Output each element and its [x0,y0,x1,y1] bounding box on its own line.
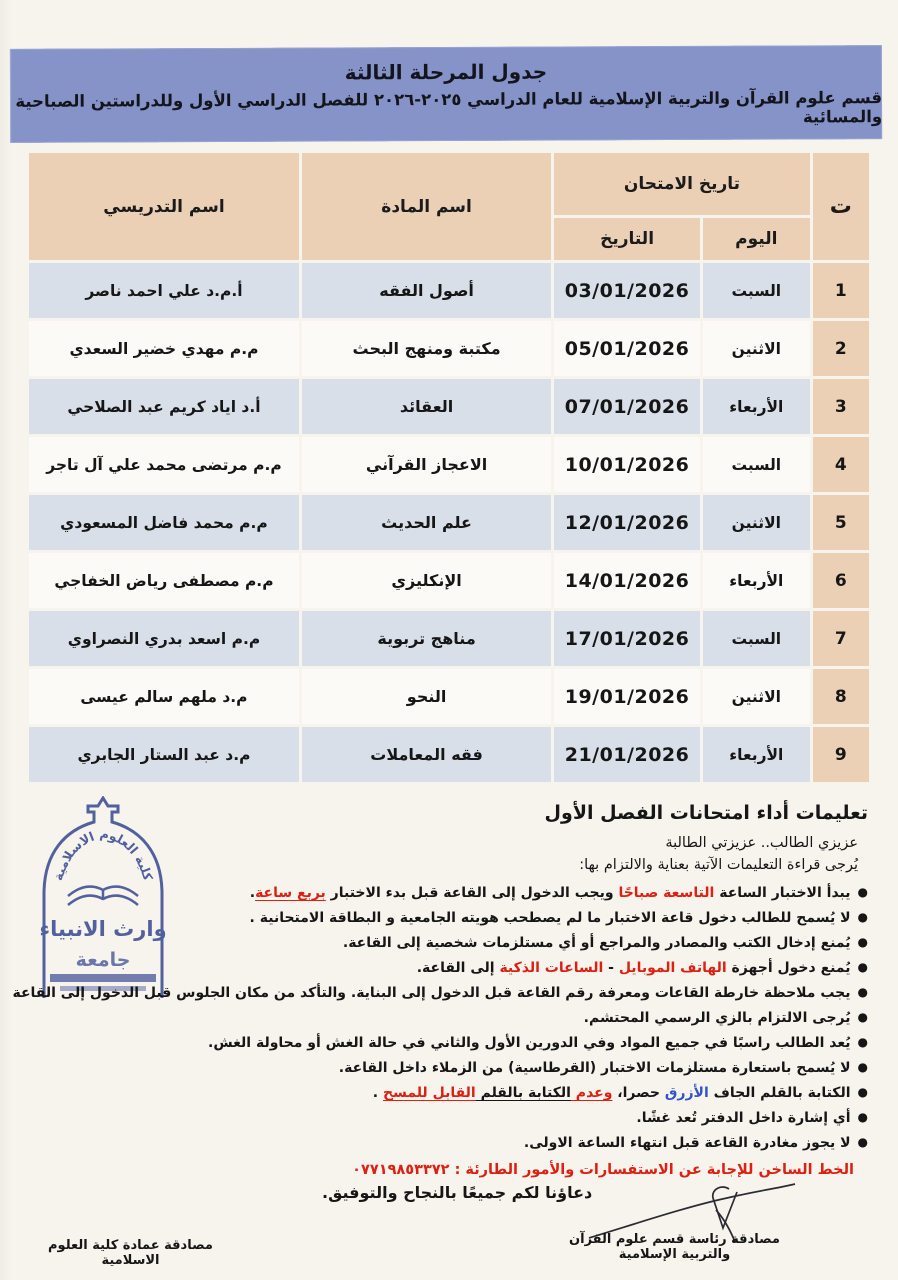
cell-date: 03/01/2026 [554,263,700,318]
bullet-icon: ● [857,885,868,899]
instruction-item [26,930,868,955]
instruction-text: لا يُسمح باستعارة مستلزمات الاختبار (القرطاسية) من الزملاء داخل القاعة. [338,1060,851,1076]
instruction-text: يُمنع دخول أجهزة [726,960,851,976]
cell-index: 7 [813,611,869,666]
instructions-title: تعليمات أداء امتحانات الفصل الأول [544,802,868,824]
instructions-section [12,800,868,1182]
bullet-icon: ● [857,935,868,949]
intro-line: يُرجى قراءة التعليمات الآتية بعناية والالتزام بها: [579,856,858,873]
cell-index: 3 [813,379,869,434]
cell-instructor: م.د عبد الستار الجابري [29,727,299,782]
table-row [29,727,869,782]
cell-day: الأربعاء [703,379,810,434]
cell-subject: أصول الفقه [302,263,551,318]
deanery-approval-text: مصادقة عمادة كلية العلوم الاسلامية [48,1238,213,1268]
cell-date: 19/01/2026 [554,669,700,724]
instruction-text: يُعد الطالب راسبًا في جميع المواد وفي الدورين الأول والثاني في حالة الغش أو محاولة الغش. [208,1035,851,1051]
header-index: ت [813,153,869,260]
cell-day: الاثنين [703,495,810,550]
cell-day: الأربعاء [703,553,810,608]
header-subject: اسم المادة [302,153,551,260]
bullet-icon: ● [857,1010,868,1024]
instruction-text: الأزرق [664,1085,709,1101]
cell-index: 4 [813,437,869,492]
cell-subject: مكتبة ومنهج البحث [302,321,551,376]
cell-day: الاثنين [703,669,810,724]
cell-subject: النحو [302,669,551,724]
cell-instructor: م.د ملهم سالم عيسى [29,669,299,724]
instruction-item [26,905,868,930]
bullet-icon: ● [857,1035,868,1049]
cell-day: السبت [703,263,810,318]
cell-instructor: أ.م.د علي احمد ناصر [29,263,299,318]
instruction-item [26,1130,868,1155]
cell-instructor: م.م محمد فاضل المسعودي [29,495,299,550]
instruction-text: الهاتف الموبايل [618,960,727,976]
cell-index: 9 [813,727,869,782]
exam-schedule-table [26,150,872,785]
cell-date: 07/01/2026 [554,379,700,434]
cell-instructor: م.م اسعد بدري النصراوي [29,611,299,666]
instruction-item [26,880,868,905]
instruction-item [26,1055,868,1080]
instruction-text: ويجب الدخول إلى القاعة قبل بدء الاختبار [325,885,619,901]
instruction-text: لا يجوز مغادرة القاعة قبل انتهاء الساعة الاولى. [523,1135,851,1151]
instruction-text: الكتابة بالقلم الجاف [708,1085,851,1101]
table-row [29,669,869,724]
table-row [29,611,869,666]
table-row [29,495,869,550]
header-instructor: اسم التدريسي [29,153,299,260]
header-date: التاريخ [554,218,700,260]
bullet-icon: ● [857,910,868,924]
cell-date: 05/01/2026 [554,321,700,376]
cell-instructor: م.م مصطفى رياض الخفاجي [29,553,299,608]
instruction-text: الساعات الذكية [499,960,604,976]
cell-index: 6 [813,553,869,608]
instruction-text: القابل للمسح [383,1085,476,1101]
schedule-subtitle: قسم علوم القرآن والتربية الإسلامية للعام الدراسي ٢٠٢٥-٢٠٢٦ للفصل الدراسي الأول وللدراستين الصباحية والمسائية [15,88,883,127]
prayer-text: دعاؤنا لكم جميعًا بالنجاح والتوفيق. [322,1183,593,1202]
stamp-center-text: وارث الانبياء [39,917,167,941]
instruction-text: التاسعة صباحًا [618,885,715,901]
cell-index: 5 [813,495,869,550]
instruction-text: . [249,885,256,901]
cell-date: 12/01/2026 [554,495,700,550]
instruction-text: يجب ملاحظة خارطة القاعات ومعرفة رقم القاعة قبل الدخول إلى البناية. والتأكد من مكان الجلوس قبل الدخول إلى القاعة [12,985,851,1001]
cell-instructor: م.م مرتضى محمد علي آل تاجر [29,437,299,492]
cell-subject: فقه المعاملات [302,727,551,782]
cell-subject: علم الحديث [302,495,551,550]
cell-subject: العقائد [302,379,551,434]
instruction-item [26,1080,868,1105]
table-row [29,379,869,434]
greeting-line: عزيزي الطالب.. عزيزتي الطالبة [665,835,858,851]
dept-approval-text: مصادقة رئاسة قسم علوم القرآن والتربية الإسلامية [569,1232,780,1262]
cell-date: 17/01/2026 [554,611,700,666]
bullet-icon: ● [857,985,868,999]
header-exam-date: تاريخ الامتحان [554,153,810,215]
instruction-text: يبدأ الاختبار الساعة [714,885,851,901]
bullet-icon: ● [857,1085,868,1099]
instruction-bullet-list [12,880,868,1155]
cell-date: 10/01/2026 [554,437,700,492]
table-row [29,321,869,376]
cell-day: الاثنين [703,321,810,376]
instruction-text: الكتابة بالقلم [475,1085,571,1101]
bullet-icon: ● [857,1110,868,1124]
instruction-text: بربع ساعة [255,885,326,901]
instruction-item [26,1105,868,1130]
cell-index: 1 [813,263,869,318]
instruction-text: يُرجى الالتزام بالزي الرسمي المحتشم. [583,1010,851,1026]
instruction-text: حصرا، [612,1085,665,1101]
instruction-text: لا يُسمح للطالب دخول قاعة الاختبار ما لم يصطحب هويته الجامعية و البطاقة الامتحانية . [249,910,851,926]
cell-index: 2 [813,321,869,376]
cell-subject: مناهج تربوية [302,611,551,666]
title-band [10,45,882,143]
stamp-arc-text: كلية العلوم الاسلامية [50,825,156,883]
hotline-text: الخط الساخن للإجابة عن الاستفسارات والأمور الطارئة : ٠٧٧١٩٨٥٣٣٧٢ [352,1162,854,1178]
instruction-item [26,1005,868,1030]
bullet-icon: ● [857,1060,868,1074]
instruction-item [26,955,868,980]
instruction-item [26,1030,868,1055]
instruction-text: . [372,1085,383,1101]
instruction-text: وعدم [570,1085,613,1101]
cell-subject: الاعجاز القرآني [302,437,551,492]
cell-day: السبت [703,437,810,492]
cell-day: السبت [703,611,810,666]
table-row [29,263,869,318]
instruction-item [12,980,868,1005]
instruction-text: أي إشارة داخل الدفتر تُعد غشًا. [636,1110,851,1126]
table-row [29,437,869,492]
cell-date: 14/01/2026 [554,553,700,608]
instruction-text: - [603,960,619,976]
table-row [29,553,869,608]
stamp-bottom-text: جامعة [75,949,131,971]
header-day: اليوم [703,218,810,260]
schedule-title: جدول المرحلة الثالثة [344,59,548,85]
cell-instructor: أ.د اياد كريم عبد الصلاحي [29,379,299,434]
bullet-icon: ● [857,1135,868,1149]
cell-instructor: م.م مهدي خضير السعدي [29,321,299,376]
cell-subject: الإنكليزي [302,553,551,608]
bullet-icon: ● [857,960,868,974]
cell-index: 8 [813,669,869,724]
instruction-text: إلى القاعة. [416,960,500,976]
instruction-text: يُمنع إدخال الكتب والمصادر والمراجع أو أي مستلزمات شخصية إلى القاعة. [342,935,851,951]
cell-day: الأربعاء [703,727,810,782]
cell-date: 21/01/2026 [554,727,700,782]
